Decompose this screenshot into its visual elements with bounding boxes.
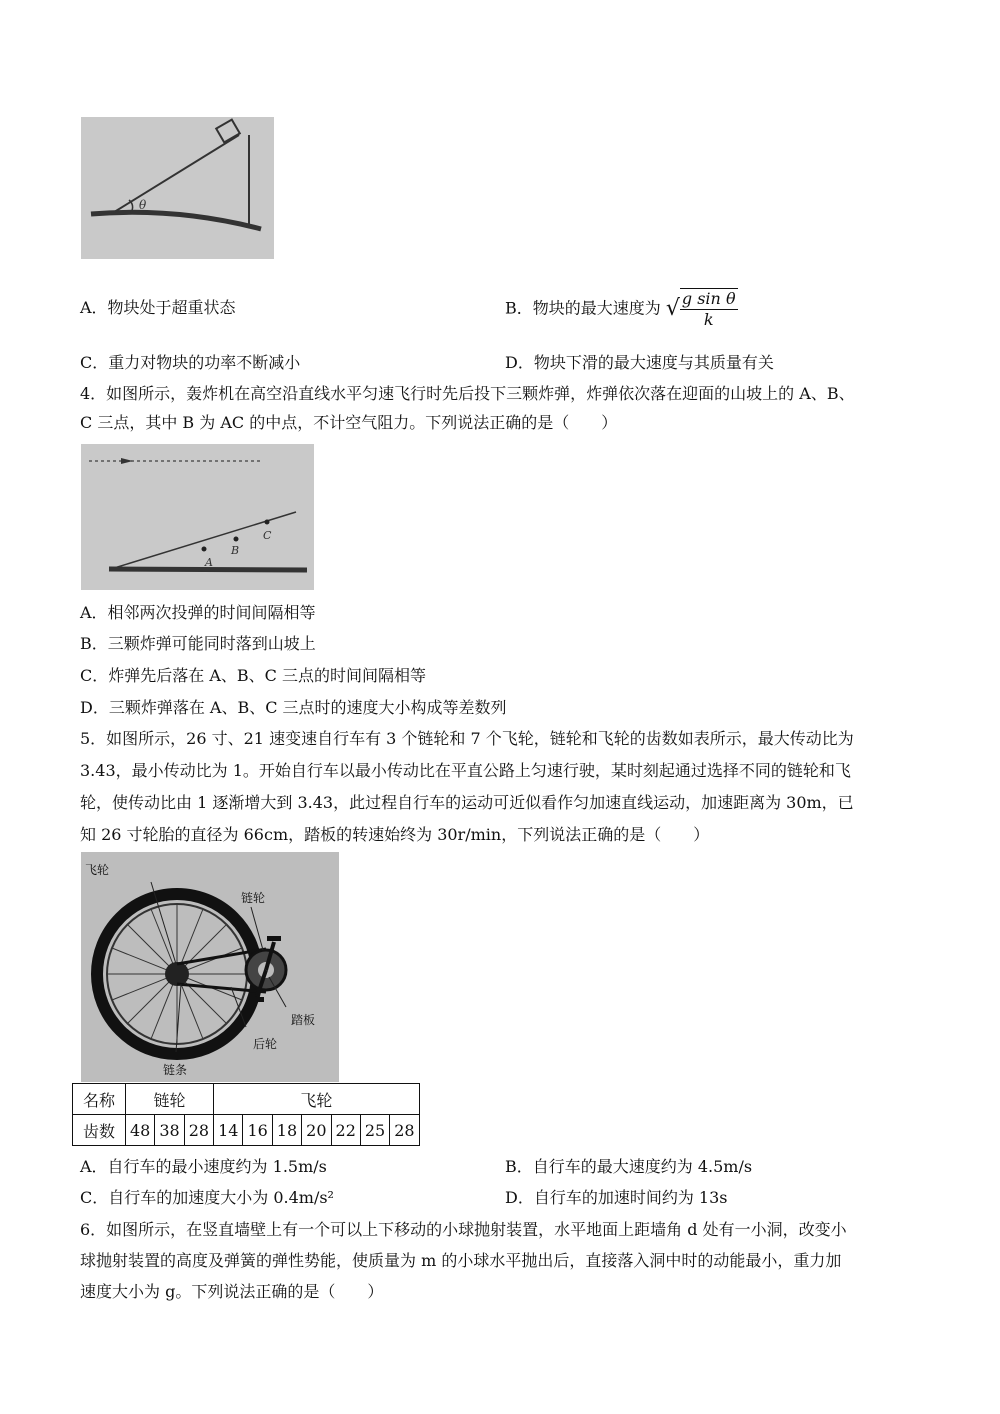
- q5-stem-line-3: 轮，使传动比由 1 逐渐增大到 3.43，此过程自行车的运动可近似看作匀加速直线运动，加速距离为 30m，已: [80, 793, 854, 812]
- rear-wheel-label: 后轮: [253, 1037, 278, 1051]
- point-c-label: C: [263, 529, 272, 542]
- flywheel-label: 飞轮: [85, 863, 110, 877]
- sqrt-denominator: k: [703, 310, 714, 329]
- q5-stem-line-4: 知 26 寸轮胎的直径为 66cm，踏板的转速始终为 30r/min，下列说法正确的是（ ）: [80, 825, 710, 844]
- q6-stem-line-2: 球抛射装置的高度及弹簧的弹性势能，使质量为 m 的小球水平抛出后，直接落入洞中时的动能最小，重力加: [80, 1251, 842, 1270]
- plane-icon: [121, 458, 133, 464]
- q5-option-b: B．自行车的最大速度约为 4.5m/s: [505, 1157, 753, 1176]
- figure-bomber-slope: [81, 444, 314, 590]
- table-cell-name-label: 名称: [73, 1084, 126, 1115]
- gear-teeth-table: [72, 1083, 420, 1146]
- pedal-label: 踏板: [291, 1013, 316, 1027]
- q5-stem-line-1: 5．如图所示，26 寸、21 速变速自行车有 3 个链轮和 7 个飞轮，链轮和飞轮的齿数如表所示，最大传动比为: [80, 729, 854, 748]
- table-cell: 38: [155, 1115, 184, 1146]
- q5-option-a: A．自行车的最小速度约为 1.5m/s: [80, 1157, 327, 1176]
- q6-stem-line-3: 速度大小为 g。下列说法正确的是（ ）: [80, 1282, 384, 1301]
- q3-option-b-prefix: B．物块的最大速度为: [505, 298, 661, 318]
- q4-option-c: C．炸弹先后落在 A、B、C 三点的时间间隔相等: [80, 666, 426, 685]
- chain-label: 链条: [163, 1063, 188, 1077]
- table-cell: 20: [302, 1115, 331, 1146]
- table-cell: 18: [272, 1115, 301, 1146]
- table-cell: 28: [184, 1115, 213, 1146]
- bicycle-diagram: [81, 852, 339, 1082]
- q4-stem-line-1: 4．如图所示，轰炸机在高空沿直线水平匀速飞行时先后投下三颗炸弹，炸弹依次落在迎面的山坡上的 A、B、: [80, 384, 855, 403]
- point-b-label: B: [231, 544, 240, 557]
- table-row: [73, 1084, 420, 1115]
- figure-bicycle-gears: [81, 852, 339, 1082]
- table-cell-chainring: 链轮: [126, 1084, 214, 1115]
- q3-option-c: C．重力对物块的功率不断减小: [80, 353, 301, 372]
- q5-stem-line-2: 3.43，最小传动比为 1。开始自行车以最小传动比在平直公路上匀速行驶，某时刻起通过选择不同的链轮和飞: [80, 761, 851, 780]
- q4-option-b: B．三颗炸弹可能同时落到山坡上: [80, 634, 316, 653]
- angle-label: θ: [139, 198, 147, 212]
- q3-option-b: [505, 288, 738, 330]
- q4-stem-line-2: C 三点，其中 B 为 AC 的中点，不计空气阻力。下列说法正确的是（ ）: [80, 413, 618, 432]
- sqrt-icon: √: [665, 296, 680, 321]
- q5-option-c: C．自行车的加速度大小为 0.4m/s²: [80, 1188, 334, 1207]
- q3-option-d: D．物块下滑的最大速度与其质量有关: [505, 353, 774, 372]
- table-cell: 28: [390, 1115, 419, 1146]
- table-cell: 48: [126, 1115, 155, 1146]
- table-cell: 14: [214, 1115, 243, 1146]
- figure-incline-block: [81, 117, 274, 259]
- incline-diagram: [81, 117, 274, 259]
- sqrt-numerator: g sin θ: [681, 289, 736, 308]
- table-cell: 25: [360, 1115, 389, 1146]
- q3-option-a: A．物块处于超重状态: [80, 298, 236, 317]
- q6-stem-line-1: 6．如图所示，在竖直墙壁上有一个可以上下移动的小球抛射装置，水平地面上距墙角 d 处有一小洞，改变小: [80, 1220, 847, 1239]
- chainring-label: 链轮: [241, 891, 266, 905]
- table-cell-flywheel: 飞轮: [214, 1084, 420, 1115]
- q4-option-a: A．相邻两次投弹的时间间隔相等: [80, 603, 316, 622]
- q4-option-d: D．三颗炸弹落在 A、B、C 三点时的速度大小构成等差数列: [80, 698, 507, 717]
- point-a-label: A: [205, 556, 213, 569]
- table-row: [73, 1115, 420, 1146]
- q5-option-d: D．自行车的加速时间约为 13s: [505, 1188, 728, 1207]
- table-cell-teeth-label: 齿数: [73, 1115, 126, 1146]
- table-cell: 22: [331, 1115, 360, 1146]
- table-cell: 16: [243, 1115, 272, 1146]
- bomber-diagram: [81, 444, 314, 590]
